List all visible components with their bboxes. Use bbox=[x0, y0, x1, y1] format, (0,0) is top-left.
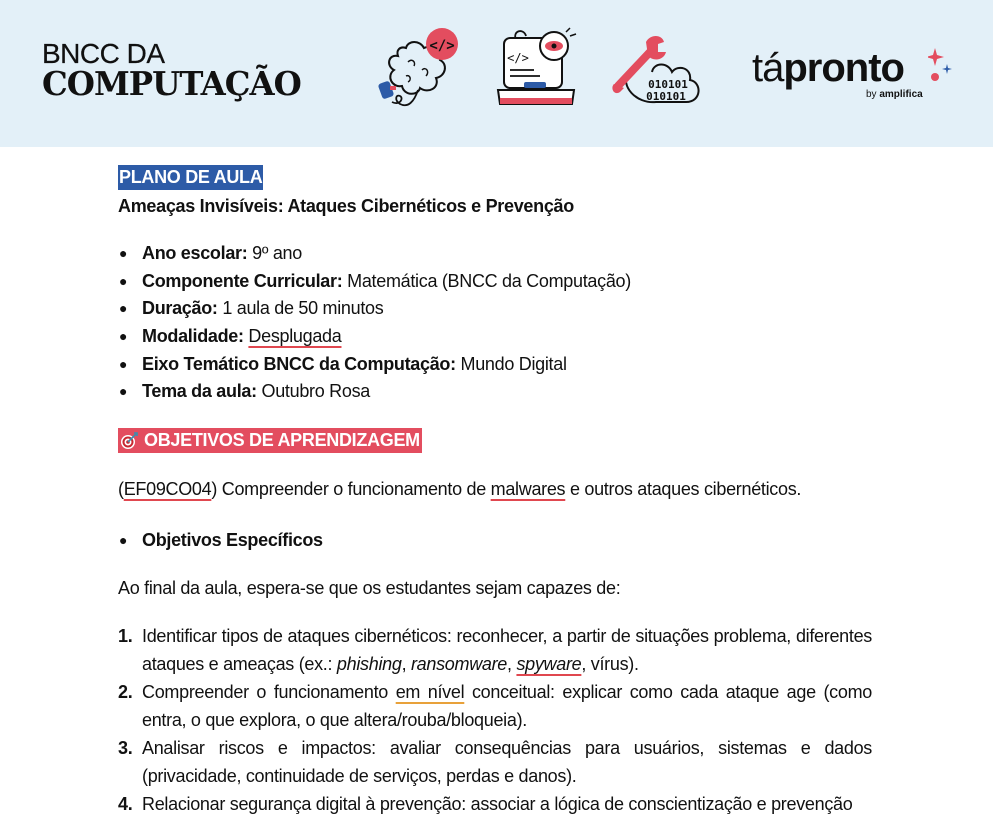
logo-ta: tá bbox=[752, 46, 784, 90]
logo-line2: COMPUTAÇÃO bbox=[42, 64, 301, 103]
ta-pronto-logo bbox=[752, 46, 923, 100]
objective-item: 3. Analisar riscos e impactos: avaliar consequências para usuários, sistemas e dados (privacidade, continuidade de serviços, perdas e danos). bbox=[118, 738, 872, 786]
objective-item: 2. Compreender o funcionamento em nível conceitual: explicar como cada ataque age (como entra, o que explora, o que altera/rouba/bloqueia). bbox=[118, 682, 872, 730]
spellcheck-underline[interactable]: spyware bbox=[516, 654, 582, 674]
logo-pronto: pronto bbox=[783, 46, 904, 90]
spellcheck-underline[interactable]: malwares bbox=[490, 479, 566, 499]
bncc-logo bbox=[42, 40, 306, 102]
svg-text:010101: 010101 bbox=[646, 90, 686, 103]
objectives-list bbox=[118, 622, 872, 818]
sparkle-icon bbox=[928, 48, 954, 88]
info-item: ● Modalidade: Desplugada bbox=[119, 326, 342, 347]
info-item: ● Tema da aula: Outubro Rosa bbox=[119, 381, 370, 402]
section-label-objetivos: OBJETIVOS DE APRENDIZAGEM bbox=[118, 428, 422, 453]
spellcheck-underline[interactable]: Desplugada bbox=[248, 326, 342, 347]
target-icon bbox=[120, 432, 138, 450]
wrench-binary-cloud-icon bbox=[610, 26, 702, 112]
brain-code-icon bbox=[378, 26, 462, 112]
info-item: ● Componente Curricular: Matemática (BNCC da Computação) bbox=[119, 270, 631, 291]
lesson-info-list bbox=[118, 240, 631, 406]
info-item: ● Eixo Temático BNCC da Computação: Mundo Digital bbox=[119, 353, 567, 374]
info-item: ● Duração: 1 aula de 50 minutos bbox=[119, 298, 384, 319]
lesson-title: Ameaças Invisíveis: Ataques Cibernéticos e Prevenção bbox=[118, 196, 574, 216]
objectives-intro: Ao final da aula, espera-se que os estudantes sejam capazes de: bbox=[118, 578, 621, 598]
objective-item: 4. Relacionar segurança digital à prevenção: associar a lógica de conscientização e prevenção bbox=[118, 794, 853, 814]
section-label-plano-de-aula: PLANO DE AULA bbox=[118, 165, 263, 190]
specific-objectives-heading: ● Objetivos Específicos bbox=[119, 530, 323, 550]
logo-line1: BNCC DA bbox=[42, 38, 165, 69]
grammar-underline[interactable]: em nível bbox=[395, 682, 465, 702]
skill-code[interactable]: EF09CO04 bbox=[123, 479, 212, 499]
skill-statement: (EF09CO04) Compreender o funcionamento de malwares e outros ataques cibernéticos. bbox=[118, 479, 802, 499]
svg-text:010101: 010101 bbox=[648, 78, 688, 91]
svg-text:</>: </> bbox=[429, 38, 455, 54]
laptop-eye-icon bbox=[494, 26, 580, 112]
header-banner bbox=[0, 0, 993, 147]
svg-text:</>: </> bbox=[507, 51, 529, 65]
logo-byline: by amplifica bbox=[866, 89, 923, 100]
objective-item: 1. Identificar tipos de ataques cibernéticos: reconhecer, a partir de situações problema, diferentes ataques e ameaças (ex.: phishing, ransomware, spyware, vírus). bbox=[118, 626, 872, 674]
info-item: ● Ano escolar: 9º ano bbox=[119, 243, 302, 263]
